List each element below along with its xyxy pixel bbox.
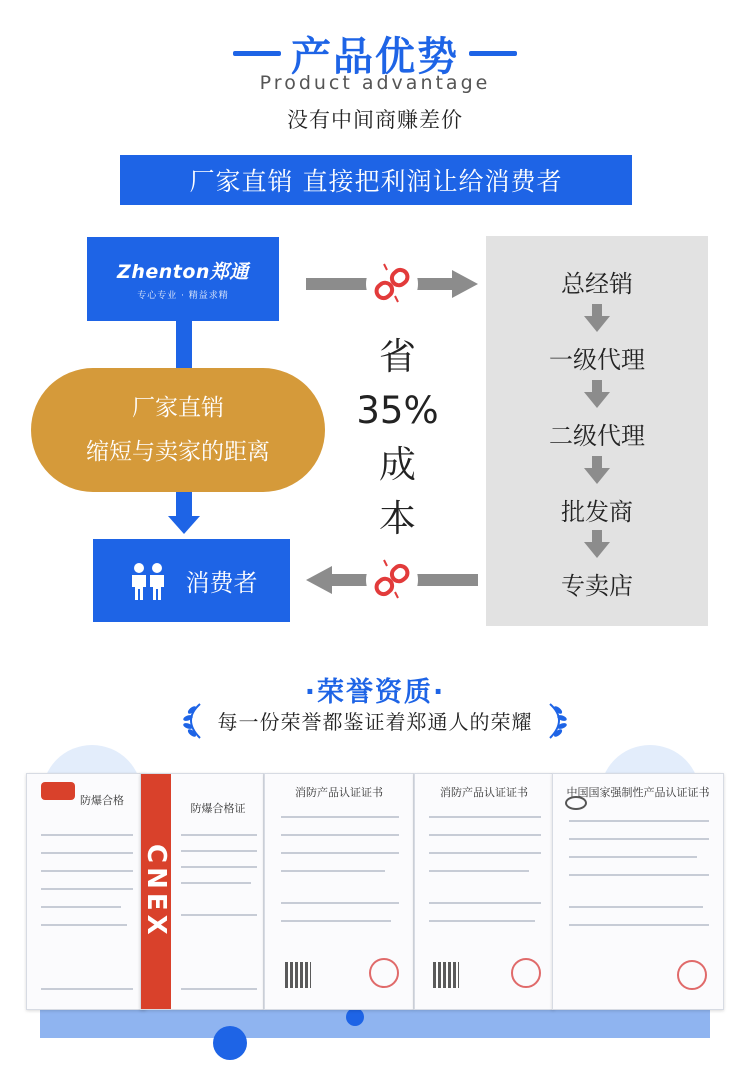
cert-title: 防爆合格 (80, 794, 124, 807)
cert-seal (677, 960, 707, 990)
saving-line-4: 本 (379, 497, 416, 540)
arrow-to-distributors (306, 256, 478, 312)
cert-cnex-band: CNEX (141, 774, 171, 1009)
deco-dot-large (213, 1026, 247, 1060)
down-arrow-icon (584, 380, 610, 408)
section-title: 产品优势 (291, 33, 459, 80)
cert-seal (511, 958, 541, 988)
saving-line-1: 省 (379, 335, 416, 378)
certificate-explosion-proof-2 (140, 773, 264, 1010)
brand-name: Zhenton郑通 (117, 261, 249, 283)
certificate-fire-product-2 (414, 773, 554, 1010)
saving-line-3: 成 (379, 443, 416, 486)
people-icon (126, 561, 170, 601)
ccc-logo-icon (565, 796, 587, 810)
cert-qr-code (433, 962, 459, 988)
cert-title: 消防产品认证证书 (295, 786, 383, 799)
chain-item-wholesaler: 批发商 (561, 498, 633, 526)
cert-qr-code (285, 962, 311, 988)
brand-logo-box (87, 237, 279, 321)
distribution-chain-panel (486, 236, 708, 626)
title-dash-right (469, 51, 517, 56)
down-arrow-icon (584, 304, 610, 332)
chain-item-level1-agent: 一级代理 (549, 346, 645, 374)
certificate-fire-product-1 (264, 773, 414, 1010)
cert-title: 消防产品认证证书 (440, 786, 528, 799)
cert-seal (369, 958, 399, 988)
cost-saving-text (340, 330, 455, 546)
down-arrow-icon (584, 530, 610, 558)
chain-item-general-distributor: 总经销 (561, 270, 633, 298)
section-title-row (0, 28, 750, 78)
pill-line-1: 厂家直销 (132, 395, 224, 421)
honors-subtitle: 每一份荣誉都鉴证着郑通人的荣耀 (217, 710, 533, 734)
arrow-to-consumer (306, 552, 478, 608)
certificate-ccc (552, 773, 724, 1010)
direct-flow-arrowhead (168, 516, 200, 534)
direct-sale-pill (31, 368, 325, 492)
section-subtitle-en: Product advantage (259, 72, 491, 94)
honors-subtitle-wrap (178, 700, 572, 740)
cert-title: 中国国家强制性产品认证证书 (566, 786, 710, 799)
pill-line-2: 缩短与卖家的距离 (86, 439, 270, 465)
down-arrow-icon (584, 456, 610, 484)
chain-item-level2-agent: 二级代理 (549, 422, 645, 450)
laurel-right-icon (544, 700, 572, 740)
cert-title: 防爆合格证 (190, 802, 246, 815)
factory-direct-banner: 厂家直销 直接把利润让给消费者 (120, 155, 632, 205)
slogan: 没有中间商赚差价 (287, 108, 463, 132)
deco-dot-small (346, 1008, 364, 1026)
brand-tagline: 专心专业 · 精益求精 (137, 291, 229, 301)
chain-item-retail-store: 专卖店 (561, 572, 633, 600)
title-dash-left (233, 51, 281, 56)
consumer-label: 消费者 (185, 569, 258, 597)
honors-title: ·荣誉资质· (304, 677, 446, 708)
saving-percent: 35% (356, 389, 439, 432)
certificate-explosion-proof-1 (26, 773, 146, 1010)
consumer-box (93, 539, 290, 622)
